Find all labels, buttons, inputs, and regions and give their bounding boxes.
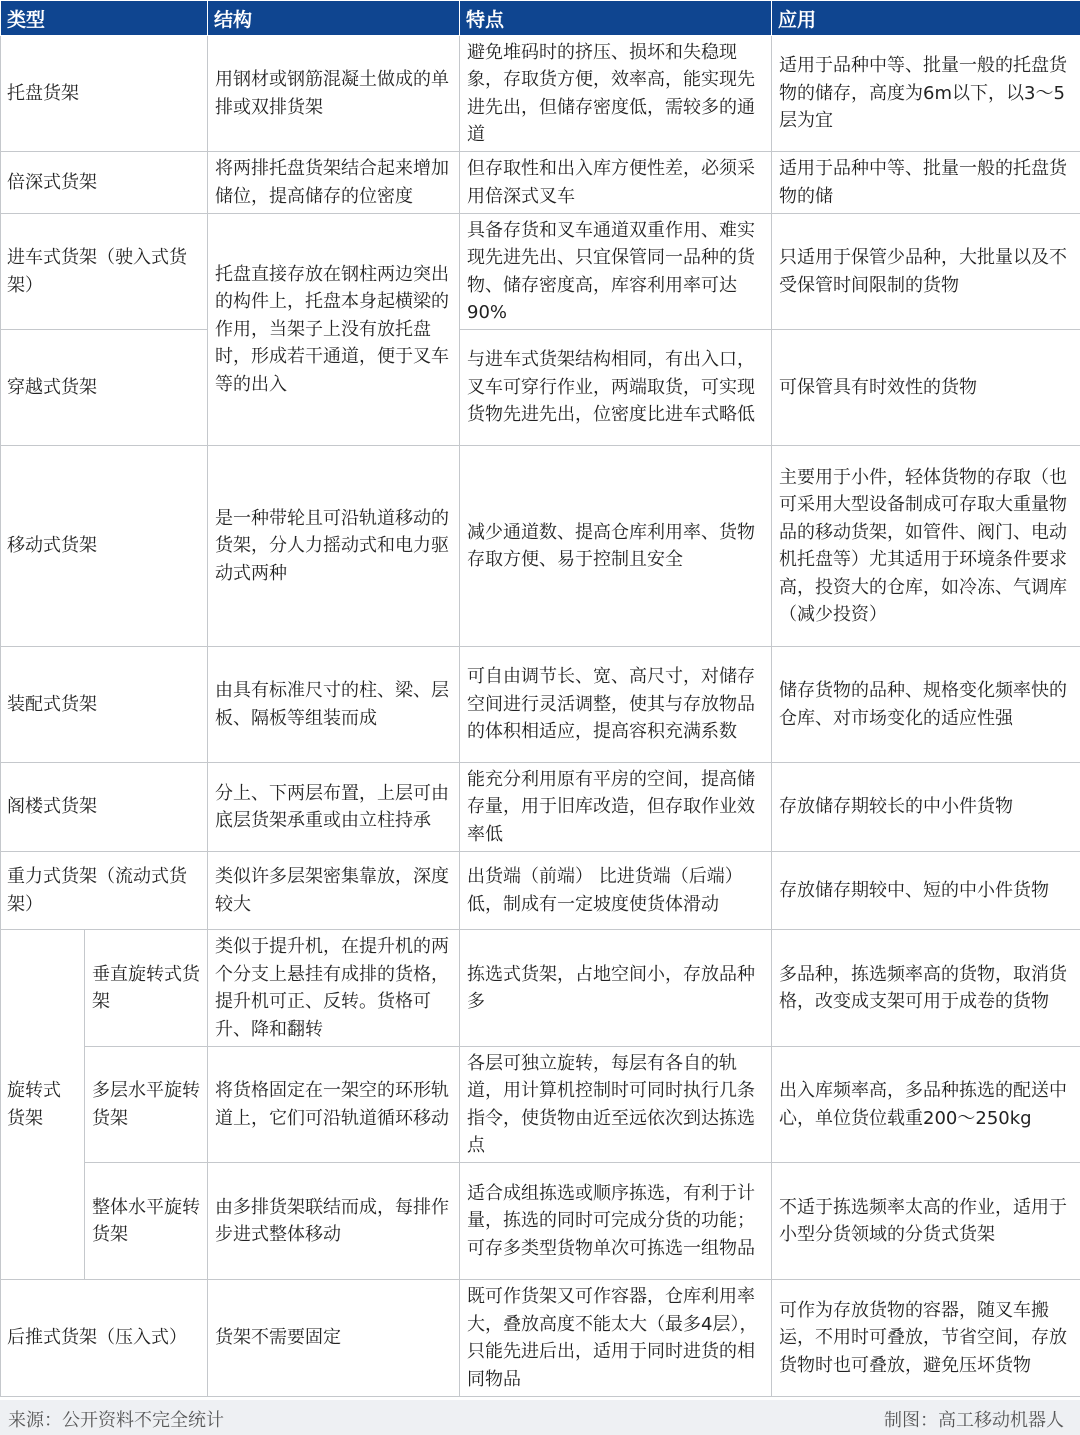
table-row (1, 1163, 1080, 1280)
cell-features: 各层可独立旋转，每层有各自的轨道，用计算机控制时可同时执行几条指令，使货物由近至远依次到达拣选点 (460, 1047, 772, 1163)
footer-bar (0, 1400, 1080, 1435)
cell-application: 存放储存期较长的中小件货物 (772, 763, 1080, 852)
table-row (1, 1280, 1080, 1397)
cell-structure: 用钢材或钢筋混凝土做成的单排或双排货架 (208, 36, 460, 152)
cell-type: 穿越式货架 (1, 330, 208, 446)
cell-structure: 是一种带轮且可沿轨道移动的货架，分人力摇动式和电力驱动式两种 (208, 446, 460, 647)
cell-structure: 货架不需要固定 (208, 1280, 460, 1397)
cell-application: 主要用于小件，轻体货物的存取（也可采用大型设备制成可存取大重量物品的移动货架，如管件、阀门、电动机托盘等）尤其适用于环境条件要求高，投资大的仓库，如冷冻、气调库（减少投资） (772, 446, 1080, 647)
cell-application: 多品种，拣选频率高的货物，取消货格，改变成支架可用于成卷的货物 (772, 930, 1080, 1047)
header-features: 特点 (460, 1, 772, 36)
cell-structure: 由具有标准尺寸的柱、梁、层板、隔板等组装而成 (208, 647, 460, 763)
cell-application: 适用于品种中等、批量一般的托盘货物的储存，高度为6m以下，以3～5层为宜 (772, 36, 1080, 152)
table-row (1, 36, 1080, 152)
cell-type: 托盘货架 (1, 36, 208, 152)
cell-features: 与进车式货架结构相同，有出入口，叉车可穿行作业，两端取货，可实现货物先进先出，位密度比进车式略低 (460, 330, 772, 446)
table-row (1, 852, 1080, 930)
cell-type: 后推式货架（压入式） (1, 1280, 208, 1397)
cell-type: 重力式货架（流动式货架） (1, 852, 208, 930)
table-row (1, 763, 1080, 852)
header-row (1, 1, 1080, 36)
cell-application: 不适于拣选频率太高的作业，适用于小型分货领域的分货式货架 (772, 1163, 1080, 1280)
cell-structure: 将货格固定在一架空的环形轨道上，它们可沿轨道循环移动 (208, 1047, 460, 1163)
cell-structure: 类似于提升机，在提升机的两个分支上悬挂有成排的货格，提升机可正、反转。货格可升、降和翻转 (208, 930, 460, 1047)
header-type: 类型 (1, 1, 208, 36)
table-row (1, 446, 1080, 647)
cell-features: 适合成组拣选或顺序拣选，有利于计量，拣选的同时可完成分货的功能；可存多类型货物单次可拣选一组物品 (460, 1163, 772, 1280)
table-row (1, 152, 1080, 214)
cell-type: 阁楼式货架 (1, 763, 208, 852)
cell-subtype: 垂直旋转式货架 (85, 930, 208, 1047)
cell-structure: 托盘直接存放在钢柱两边突出的构件上，托盘本身起横梁的作用，当架子上没有放托盘时，形成若干通道，便于叉车等的出入 (208, 214, 460, 446)
cell-features: 既可作货架又可作容器，仓库利用率大，叠放高度不能太大（最多4层），只能先进后出，适用于同时进货的相同物品 (460, 1280, 772, 1397)
maker-credit: 制图：高工移动机器人 (884, 1410, 1064, 1431)
cell-type: 进车式货架（驶入式货架） (1, 214, 208, 330)
cell-type: 倍深式货架 (1, 152, 208, 214)
cell-structure: 将两排托盘货架结合起来增加储位，提高储存的位密度 (208, 152, 460, 214)
cell-type: 移动式货架 (1, 446, 208, 647)
cell-subtype: 多层水平旋转货架 (85, 1047, 208, 1163)
cell-structure: 类似许多层架密集靠放，深度较大 (208, 852, 460, 930)
table-row (1, 930, 1080, 1047)
header-application: 应用 (772, 1, 1080, 36)
cell-application: 适用于品种中等、批量一般的托盘货物的储 (772, 152, 1080, 214)
cell-application: 只适用于保管少品种，大批量以及不受保管时间限制的货物 (772, 214, 1080, 330)
table-row (1, 330, 1080, 446)
cell-features: 避免堆码时的挤压、损坏和失稳现象，存取货方便，效率高，能实现先进先出，但储存密度低，需较多的通道 (460, 36, 772, 152)
cell-structure: 由多排货架联结而成，每排作步进式整体移动 (208, 1163, 460, 1280)
cell-features: 可自由调节长、宽、高尺寸，对储存空间进行灵活调整，使其与存放物品的体积相适应，提高容积充满系数 (460, 647, 772, 763)
cell-features: 具备存货和叉车通道双重作用、难实现先进先出、只宜保管同一品种的货物、储存密度高，库容利用率可达90% (460, 214, 772, 330)
table-row (1, 1047, 1080, 1163)
cell-features: 能充分利用原有平房的空间，提高储存量，用于旧库改造，但存取作业效率低 (460, 763, 772, 852)
cell-subtype: 整体水平旋转货架 (85, 1163, 208, 1280)
cell-application: 存放储存期较中、短的中小件货物 (772, 852, 1080, 930)
cell-application: 储存货物的品种、规格变化频率快的仓库、对市场变化的适应性强 (772, 647, 1080, 763)
cell-features: 减少通道数、提高仓库利用率、货物存取方便、易于控制且安全 (460, 446, 772, 647)
header-structure: 结构 (208, 1, 460, 36)
table-row (1, 214, 1080, 330)
cell-features: 但存取性和出入库方便性差，必须采用倍深式叉车 (460, 152, 772, 214)
source-note: 来源：公开资料不完全统计 (8, 1410, 224, 1431)
table-row (1, 647, 1080, 763)
cell-application: 可保管具有时效性的货物 (772, 330, 1080, 446)
cell-application: 可作为存放货物的容器，随叉车搬运，不用时可叠放，节省空间，存放货物时也可叠放，避免压坏货物 (772, 1280, 1080, 1397)
cell-features: 出货端（前端） 比进货端（后端）低，制成有一定坡度使货体滑动 (460, 852, 772, 930)
cell-features: 拣选式货架，占地空间小，存放品种多 (460, 930, 772, 1047)
cell-structure: 分上、下两层布置，上层可由底层货架承重或由立柱持承 (208, 763, 460, 852)
cell-application: 出入库频率高，多品种拣选的配送中心，单位货位载重200～250kg (772, 1047, 1080, 1163)
cell-group: 旋转式货架 (1, 930, 85, 1280)
cell-type: 装配式货架 (1, 647, 208, 763)
